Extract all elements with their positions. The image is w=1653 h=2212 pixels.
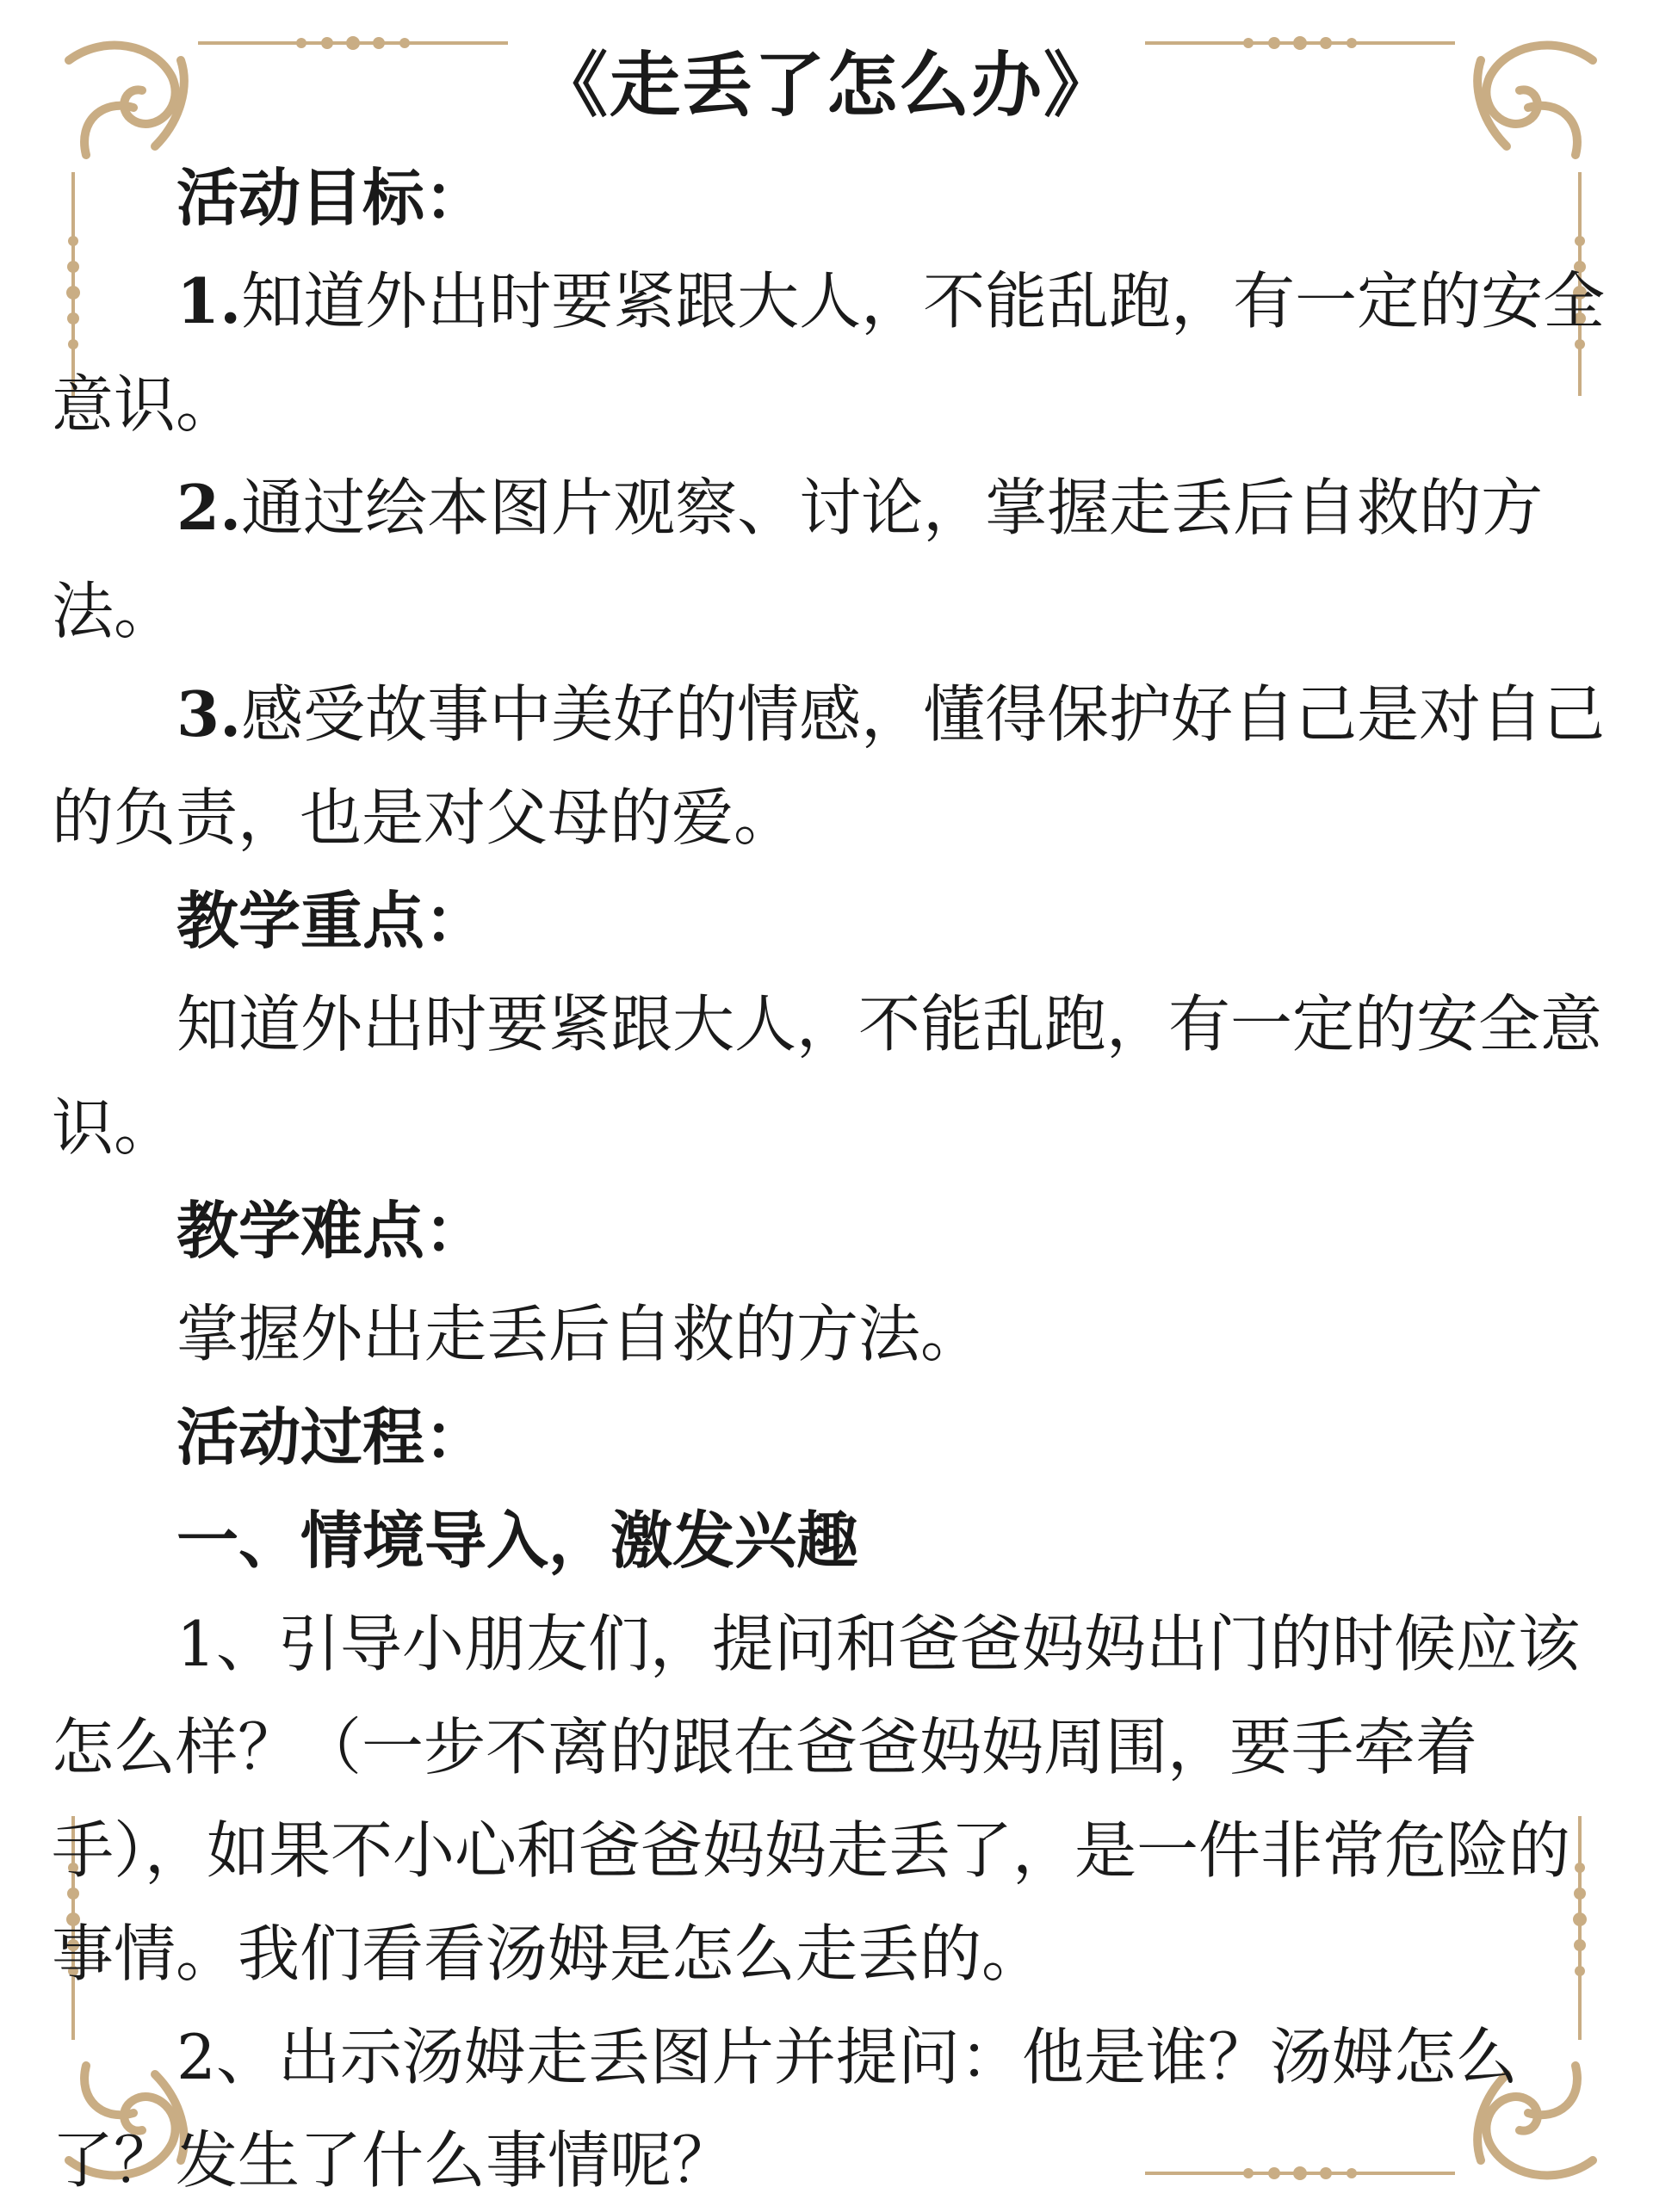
goal-text: 知道外出时要紧跟大人，不能乱跑，有一定的安全意识。 bbox=[52, 265, 1606, 441]
difficulty-text: 掌握外出走丢后自救的方法。 bbox=[176, 1298, 983, 1370]
step1-item-2 bbox=[52, 2005, 1619, 2212]
goal-item-3 bbox=[52, 663, 1619, 869]
step1-heading: 一、情境导入，激发兴趣 bbox=[176, 1505, 859, 1577]
goal-number: 1. bbox=[176, 264, 242, 337]
goal-item-2 bbox=[52, 456, 1619, 663]
document-title: 《走丢了怎么办》 bbox=[536, 45, 1116, 127]
item-number: 2 bbox=[176, 2021, 216, 2093]
item-text: 、出示汤姆走丢图片并提问：他是谁？汤姆怎么了？发生了什么事情呢？ bbox=[52, 2021, 1518, 2197]
goal-number: 2. bbox=[176, 471, 242, 544]
step1-item-1 bbox=[52, 1592, 1619, 2005]
document-body bbox=[52, 146, 1619, 2212]
goal-item-1 bbox=[52, 250, 1619, 456]
goal-number: 3. bbox=[176, 677, 242, 751]
difficulty-heading: 教学难点： bbox=[176, 1195, 487, 1267]
process-heading: 活动过程： bbox=[176, 1401, 487, 1474]
item-number: 1 bbox=[176, 1608, 216, 1680]
key-points-heading: 教学重点： bbox=[176, 885, 487, 957]
key-points-text: 知道外出时要紧跟大人，不能乱跑，有一定的安全意识。 bbox=[52, 988, 1603, 1164]
goal-text: 感受故事中美好的情感，懂得保护好自己是对自己的负责，也是对父母的爱。 bbox=[52, 678, 1606, 854]
goals-heading: 活动目标： bbox=[176, 162, 487, 234]
item-text: 、引导小朋友们，提问和爸爸妈妈出门的时候应该怎么样？（一步不离的跟在爸爸妈妈周围，要手牵着手），如果不小心和爸爸妈妈走丢了，是一件非常危险的事情。我们看看汤姆是怎么走丢的。 bbox=[52, 1608, 1580, 1990]
goal-text: 通过绘本图片观察、讨论，掌握走丢后自救的方法。 bbox=[52, 472, 1544, 647]
